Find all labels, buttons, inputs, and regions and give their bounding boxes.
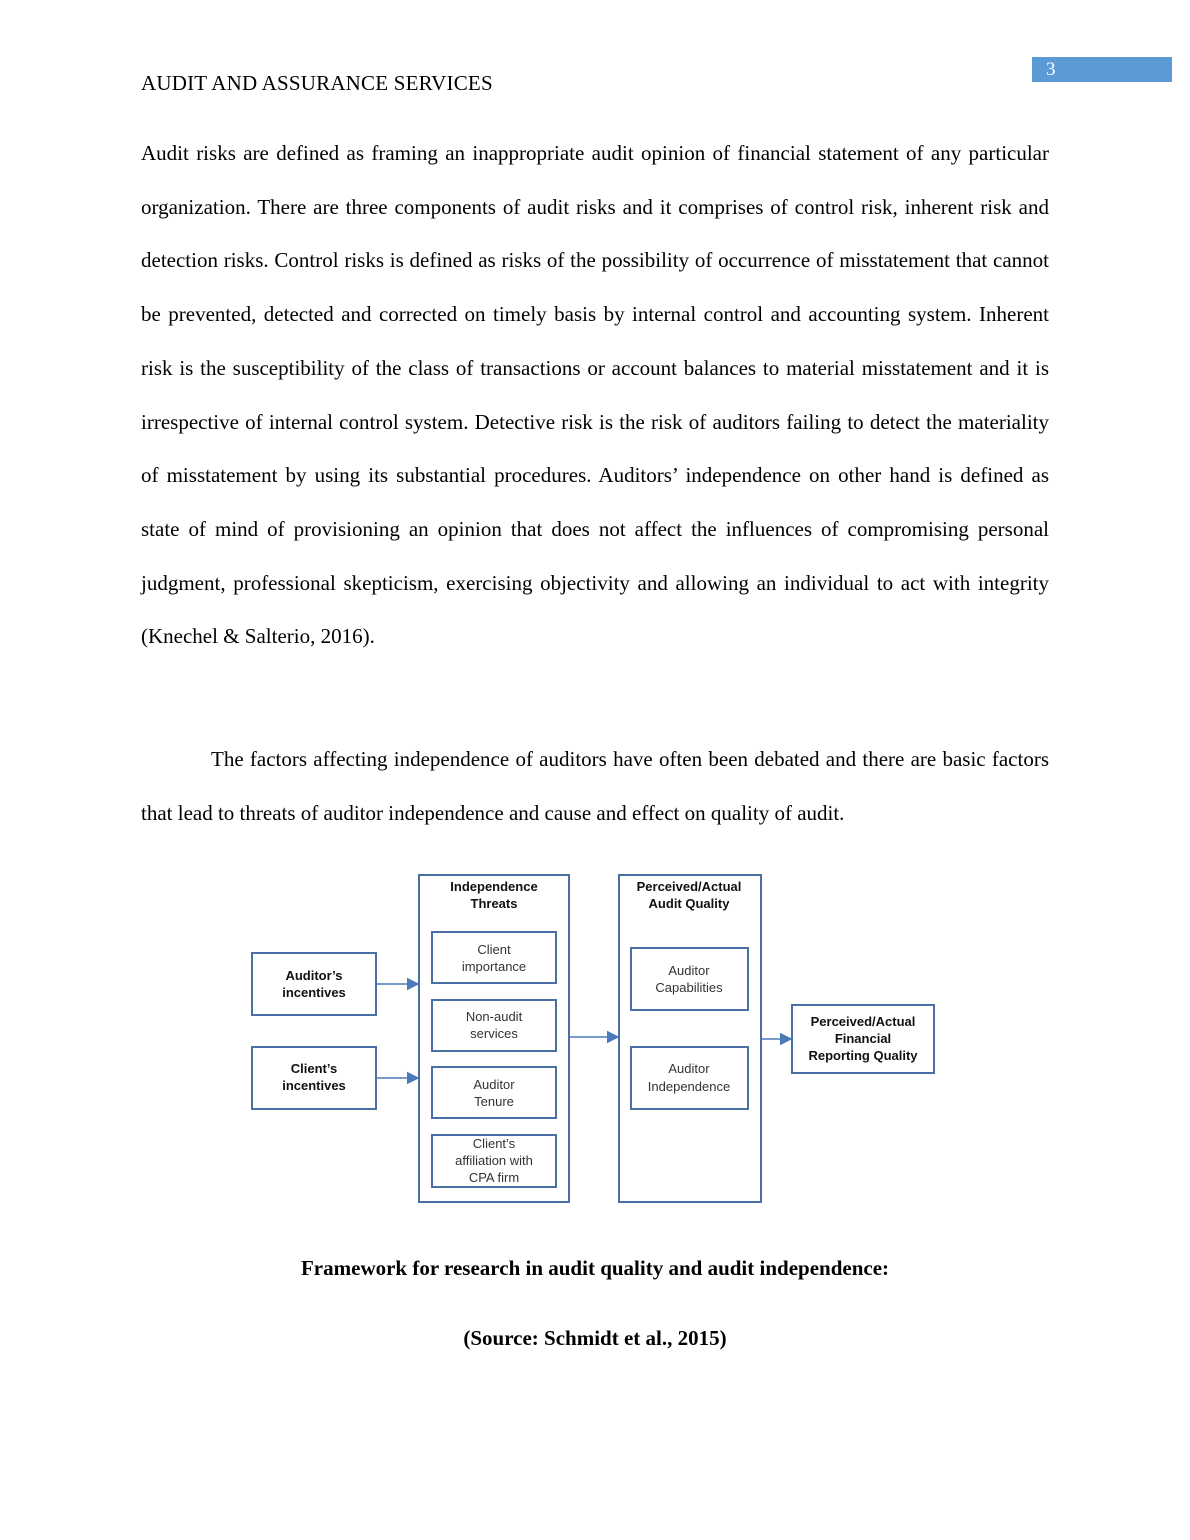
quality-independence-line2: Independence bbox=[647, 1079, 731, 1094]
outcome-line3: Reporting Quality bbox=[808, 1048, 918, 1063]
threat-auditor-tenure-box bbox=[432, 1067, 556, 1118]
threat-non-audit-line1: Non-audit bbox=[465, 1009, 523, 1024]
figure-caption-source: (Source: Schmidt et al., 2015) bbox=[463, 1326, 727, 1350]
paragraph-independence-factors: The factors affecting independence of auditors have often been debated and there are basic factors that lead to threats of auditor independence and cause and effect on quality of audit. bbox=[141, 747, 1049, 825]
threat-auditor-tenure-line1: Auditor bbox=[473, 1077, 515, 1092]
quality-auditor-independence-box bbox=[631, 1047, 748, 1109]
threat-client-importance-line1: Client bbox=[477, 942, 511, 957]
audit-quality-column bbox=[619, 875, 761, 1202]
running-header: AUDIT AND ASSURANCE SERVICES bbox=[141, 71, 493, 95]
outcome-line1: Perceived/Actual bbox=[810, 1014, 916, 1029]
client-incentives-line1: Client’s bbox=[290, 1061, 338, 1076]
threat-affiliation-line2: affiliation with bbox=[455, 1153, 533, 1168]
quality-title-line2: Audit Quality bbox=[648, 896, 730, 911]
client-incentives-line2: incentives bbox=[282, 1078, 346, 1093]
paragraph-audit-risks: Audit risks are defined as framing an inappropriate audit opinion of financial statement of any particular organization. There are three components of audit risks and it comprises of control risk, inherent risk and detection risks. Control risks is defined as risks of the possibility of occurrence of misstatement that cannot be prevented, detected and corrected on timely basis by internal control and accounting system. Inherent risk is the susceptibility of the class of transactions or account balances to material misstatement and it is irrespective of internal control system. Detective risk is the risk of auditors failing to detect the materiality of misstatement by using its substantial procedures. Auditors’ independence on other hand is defined as state of mind of provisioning an opinion that does not affect the influences of compromising personal judgment, professional skepticism, exercising objectivity and allowing an individual to act with integrity (Knechel & Salterio, 2016). bbox=[141, 141, 1049, 649]
quality-title-line1: Perceived/Actual bbox=[636, 879, 742, 894]
threat-non-audit-line2: services bbox=[470, 1026, 518, 1041]
threat-affiliation-line3: CPA firm bbox=[468, 1170, 520, 1185]
threat-auditor-tenure-line2: Tenure bbox=[474, 1094, 514, 1109]
auditor-incentives-line1: Auditor’s bbox=[285, 968, 343, 983]
quality-capabilities-line1: Auditor bbox=[668, 963, 710, 978]
figure-caption-title: Framework for research in audit quality and audit independence: bbox=[300, 1256, 890, 1280]
threat-client-importance-line2: importance bbox=[461, 959, 527, 974]
auditor-incentives-box bbox=[252, 953, 376, 1015]
threats-title-line1: Independence bbox=[450, 879, 538, 894]
threat-affiliation-line1: Client’s bbox=[472, 1136, 516, 1151]
framework-diagram bbox=[246, 870, 946, 1210]
framework-diagram-svg bbox=[246, 870, 946, 1210]
quality-capabilities-line2: Capabilities bbox=[655, 980, 723, 995]
auditor-incentives-line2: incentives bbox=[282, 985, 346, 1000]
threat-client-importance-box bbox=[432, 932, 556, 983]
outcome-line2: Financial bbox=[834, 1031, 892, 1046]
quality-independence-line1: Auditor bbox=[668, 1061, 710, 1076]
quality-auditor-capabilities-box bbox=[631, 948, 748, 1010]
threats-title-line2: Threats bbox=[470, 896, 518, 911]
page-number: 3 bbox=[1032, 57, 1172, 82]
